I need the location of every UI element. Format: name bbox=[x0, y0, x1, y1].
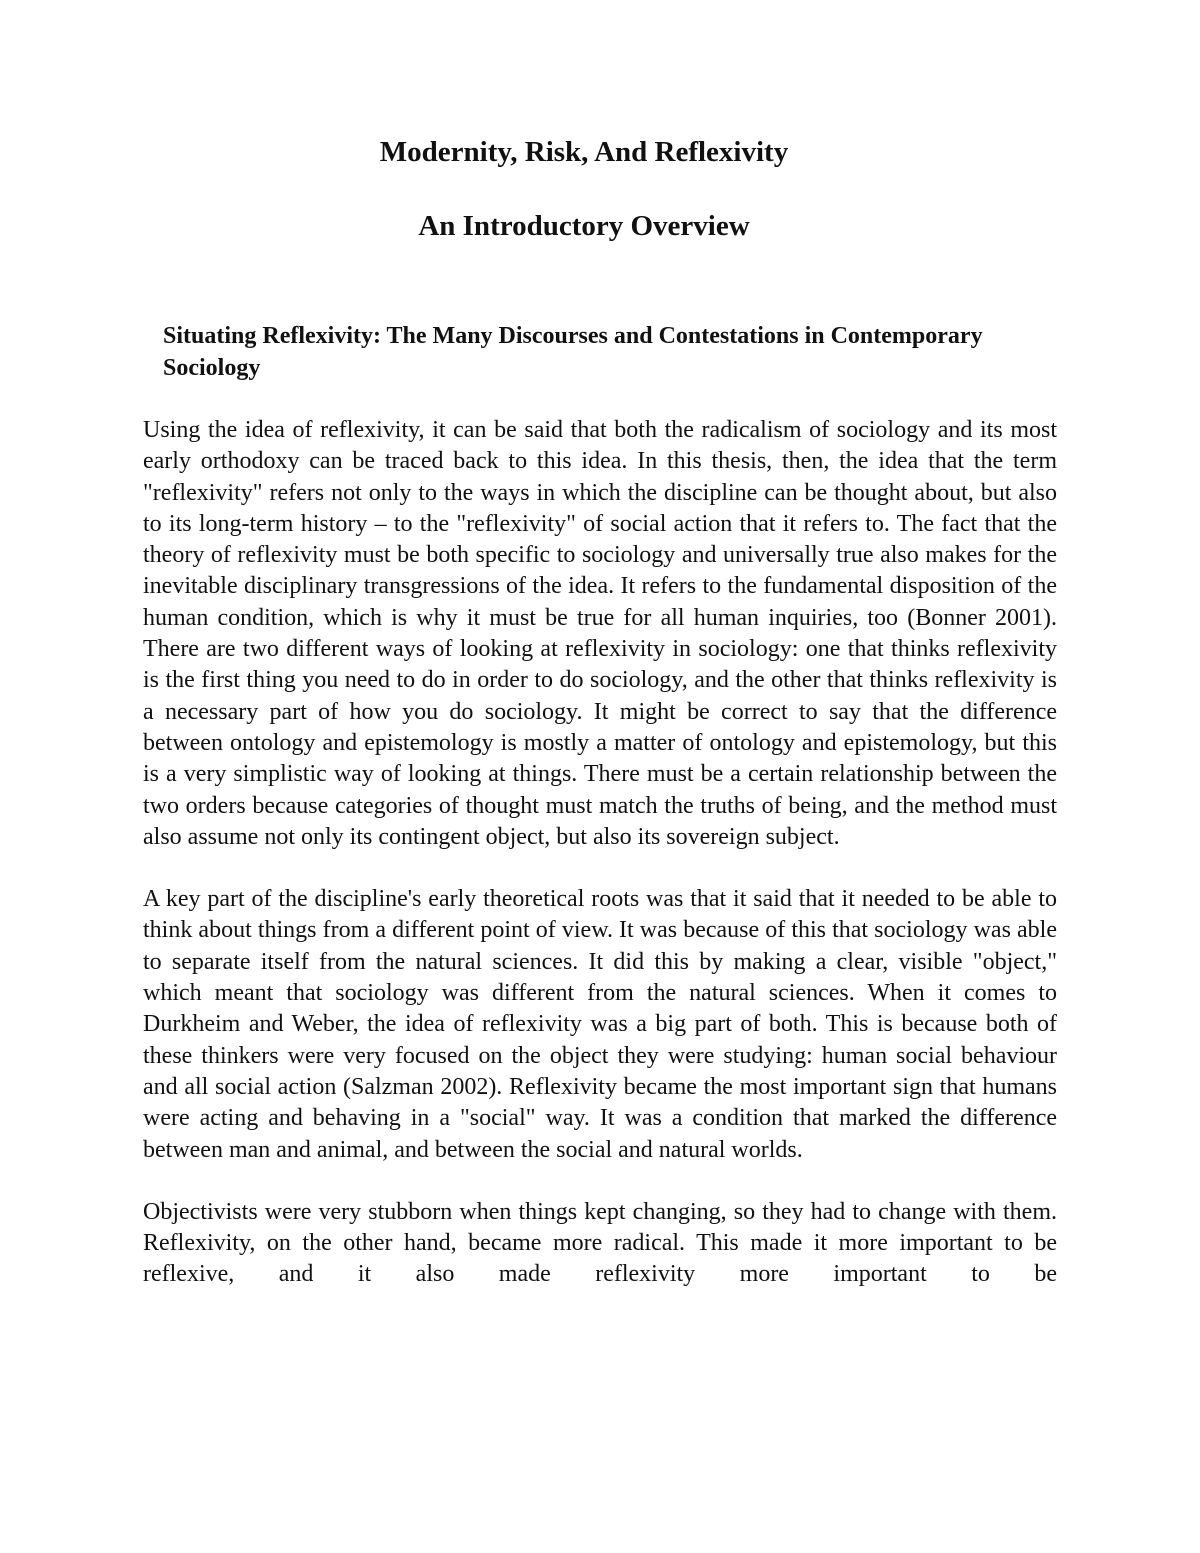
paragraph-3: Objectivists were very stubborn when things kept changing, so they had to change with them. Reflexivity, on the other hand, became more radical. This made it more important to be reflexive, and it also made reflexivity more important to be bbox=[143, 1198, 1057, 1288]
document-subtitle: An Introductory Overview bbox=[418, 210, 750, 242]
body-text bbox=[143, 415, 1057, 1291]
section-heading: Situating Reflexivity: The Many Discourses and Contestations in Contemporary Sociology bbox=[163, 323, 983, 381]
document-title: Modernity, Risk, And Reflexivity bbox=[379, 136, 789, 168]
paragraph-2: A key part of the discipline's early theoretical roots was that it said that it needed to be able to think about things from a different point of view. It was because of this that sociology was able to separate itself from the natural sciences. It did this by making a clear, visible "object," which meant that sociology was different from the natural sciences. When it comes to Durkheim and Weber, the idea of reflexivity was a big part of both. This is because both of these thinkers were very focused on the object they were studying: human social behaviour and all social action (Salzman 2002). Reflexivity became the most important sign that humans were acting and behaving in a "social" way. It was a condition that marked the difference between man and animal, and between the social and natural worlds. bbox=[143, 886, 1057, 1163]
paragraph-1: Using the idea of reflexivity, it can be said that both the radicalism of sociology and its most early orthodoxy can be traced back to this idea. In this thesis, then, the idea that the term "reflexivity" refers not only to the ways in which the discipline can be thought about, but also to its long-term history – to the "reflexivity" of social action that it refers to. The fact that the theory of reflexivity must be both specific to sociology and universally true also makes for the inevitable disciplinary transgressions of the idea. It refers to the fundamental disposition of the human condition, which is why it must be true for all human inquiries, too (Bonner 2001). There are two different ways of looking at reflexivity in sociology: one that thinks reflexivity is the first thing you need to do in order to do sociology, and the other that thinks reflexivity is a necessary part of how you do sociology. It might be correct to say that the difference between ontology and epistemology is mostly a matter of ontology and epistemology, but this is a very simplistic way of looking at things. There must be a certain relationship between the two orders because categories of thought must match the truths of being, and the method must also assume not only its contingent object, but also its sovereign subject. bbox=[143, 417, 1057, 850]
